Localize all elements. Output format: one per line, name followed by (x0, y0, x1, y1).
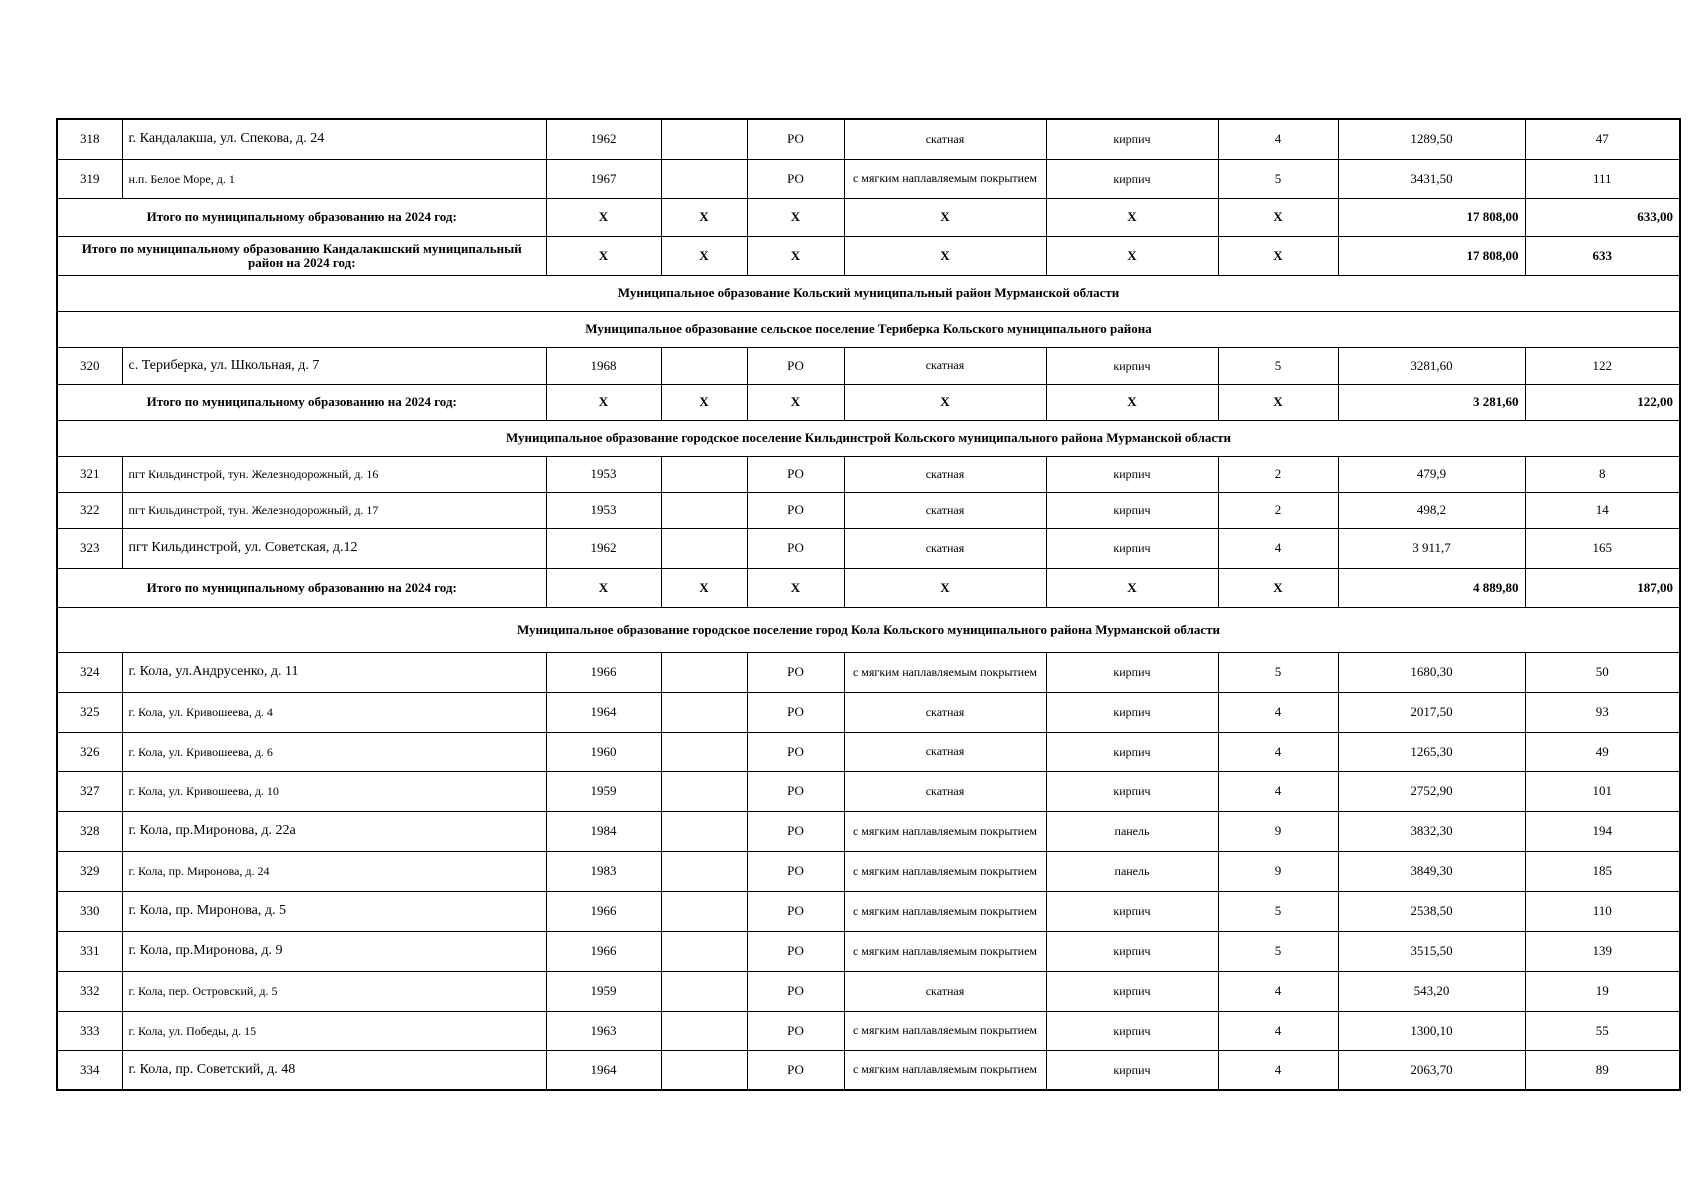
roof-type-cell: скатная (844, 456, 1046, 492)
row-number-cell: 331 (57, 931, 122, 971)
wall-material-cell: кирпич (1046, 652, 1218, 692)
floors-cell: 5 (1218, 931, 1338, 971)
year-cell: 1953 (546, 456, 661, 492)
residents-cell: 185 (1525, 851, 1680, 891)
subtotal-row (57, 384, 1680, 420)
roof-type-cell: с мягким наплавляемым покрытием (844, 851, 1046, 891)
residents-cell: 93 (1525, 692, 1680, 732)
address-cell: г. Кола, пер. Островский, д. 5 (122, 971, 546, 1011)
floors-cell: 5 (1218, 159, 1338, 198)
year-cell: 1968 (546, 347, 661, 384)
address-cell: г. Кола, ул. Кривошеева, д. 4 (122, 692, 546, 732)
area-cell: 543,20 (1338, 971, 1525, 1011)
x-mark-cell: Х (546, 236, 661, 275)
x-mark-cell: Х (844, 384, 1046, 420)
subtotal-label: Итого по муниципальному образованию на 2024 год: (57, 198, 546, 236)
x-mark-cell: Х (661, 568, 747, 607)
roof-type-cell: скатная (844, 692, 1046, 732)
empty-cell (661, 811, 747, 851)
ro-cell: РО (747, 692, 844, 732)
ro-cell: РО (747, 971, 844, 1011)
subtotal-area-cell: 3 281,60 (1338, 384, 1525, 420)
floors-cell: 9 (1218, 851, 1338, 891)
residents-cell: 55 (1525, 1011, 1680, 1050)
address-cell: г. Кола, пр.Миронова, д. 22а (122, 811, 546, 851)
empty-cell (661, 891, 747, 931)
residents-cell: 122 (1525, 347, 1680, 384)
area-cell: 3431,50 (1338, 159, 1525, 198)
area-cell: 479,9 (1338, 456, 1525, 492)
wall-material-cell: кирпич (1046, 1011, 1218, 1050)
x-mark-cell: Х (747, 384, 844, 420)
ro-cell: РО (747, 732, 844, 771)
x-mark-cell: Х (1046, 236, 1218, 275)
ro-cell: РО (747, 119, 844, 159)
table-row (57, 971, 1680, 1011)
roof-type-cell: с мягким наплавляемым покрытием (844, 931, 1046, 971)
x-mark-cell: Х (661, 384, 747, 420)
row-number-cell: 330 (57, 891, 122, 931)
area-cell: 3281,60 (1338, 347, 1525, 384)
residents-cell: 139 (1525, 931, 1680, 971)
wall-material-cell: кирпич (1046, 159, 1218, 198)
floors-cell: 4 (1218, 732, 1338, 771)
floors-cell: 5 (1218, 891, 1338, 931)
section-title: Муниципальное образование Кольский муниципальный район Мурманской области (57, 275, 1680, 311)
table-row (57, 159, 1680, 198)
address-cell: пгт Кильдинстрой, ул. Советская, д.12 (122, 528, 546, 568)
wall-material-cell: кирпич (1046, 891, 1218, 931)
wall-material-cell: кирпич (1046, 1050, 1218, 1090)
wall-material-cell: кирпич (1046, 771, 1218, 811)
subtotal-label: Итого по муниципальному образованию на 2024 год: (57, 384, 546, 420)
year-cell: 1962 (546, 528, 661, 568)
year-cell: 1966 (546, 931, 661, 971)
wall-material-cell: кирпич (1046, 971, 1218, 1011)
table-row (57, 692, 1680, 732)
area-cell: 3 911,7 (1338, 528, 1525, 568)
section-header-row (57, 311, 1680, 347)
x-mark-cell: Х (1218, 568, 1338, 607)
x-mark-cell: Х (747, 568, 844, 607)
area-cell: 1300,10 (1338, 1011, 1525, 1050)
area-cell: 498,2 (1338, 492, 1525, 528)
year-cell: 1967 (546, 159, 661, 198)
address-cell: пгт Кильдинстрой, тун. Железнодорожный, д. 17 (122, 492, 546, 528)
floors-cell: 4 (1218, 692, 1338, 732)
row-number-cell: 326 (57, 732, 122, 771)
row-number-cell: 322 (57, 492, 122, 528)
empty-cell (661, 851, 747, 891)
floors-cell: 4 (1218, 528, 1338, 568)
row-number-cell: 321 (57, 456, 122, 492)
subtotal-label: Итого по муниципальному образованию Кандалакшский муниципальный район на 2024 год: (57, 236, 546, 275)
table-row (57, 528, 1680, 568)
residents-cell: 8 (1525, 456, 1680, 492)
wall-material-cell: кирпич (1046, 692, 1218, 732)
row-number-cell: 320 (57, 347, 122, 384)
roof-type-cell: скатная (844, 492, 1046, 528)
address-cell: г. Кандалакша, ул. Спекова, д. 24 (122, 119, 546, 159)
residents-cell: 111 (1525, 159, 1680, 198)
residents-cell: 49 (1525, 732, 1680, 771)
year-cell: 1962 (546, 119, 661, 159)
residents-cell: 165 (1525, 528, 1680, 568)
area-cell: 2017,50 (1338, 692, 1525, 732)
year-cell: 1966 (546, 891, 661, 931)
subtotal-row (57, 568, 1680, 607)
area-cell: 1289,50 (1338, 119, 1525, 159)
x-mark-cell: Х (1046, 568, 1218, 607)
year-cell: 1963 (546, 1011, 661, 1050)
address-cell: пгт Кильдинстрой, тун. Железнодорожный, д. 16 (122, 456, 546, 492)
table-row (57, 456, 1680, 492)
ro-cell: РО (747, 811, 844, 851)
subtotal-row (57, 198, 1680, 236)
wall-material-cell: панель (1046, 811, 1218, 851)
floors-cell: 2 (1218, 456, 1338, 492)
row-number-cell: 323 (57, 528, 122, 568)
table-row (57, 891, 1680, 931)
wall-material-cell: панель (1046, 851, 1218, 891)
address-cell: г. Кола, ул. Кривошеева, д. 6 (122, 732, 546, 771)
area-cell: 3849,30 (1338, 851, 1525, 891)
x-mark-cell: Х (844, 236, 1046, 275)
empty-cell (661, 971, 747, 1011)
empty-cell (661, 159, 747, 198)
table-row (57, 1011, 1680, 1050)
floors-cell: 4 (1218, 1011, 1338, 1050)
area-cell: 3515,50 (1338, 931, 1525, 971)
table-row (57, 811, 1680, 851)
wall-material-cell: кирпич (1046, 492, 1218, 528)
year-cell: 1964 (546, 1050, 661, 1090)
x-mark-cell: Х (661, 198, 747, 236)
buildings-table (56, 118, 1681, 1091)
residents-cell: 89 (1525, 1050, 1680, 1090)
residents-cell: 194 (1525, 811, 1680, 851)
empty-cell (661, 692, 747, 732)
x-mark-cell: Х (546, 384, 661, 420)
residents-cell: 110 (1525, 891, 1680, 931)
area-cell: 2063,70 (1338, 1050, 1525, 1090)
ro-cell: РО (747, 456, 844, 492)
ro-cell: РО (747, 492, 844, 528)
year-cell: 1960 (546, 732, 661, 771)
empty-cell (661, 528, 747, 568)
year-cell: 1966 (546, 652, 661, 692)
empty-cell (661, 119, 747, 159)
roof-type-cell: с мягким наплавляемым покрытием (844, 891, 1046, 931)
x-mark-cell: Х (1046, 198, 1218, 236)
x-mark-cell: Х (747, 198, 844, 236)
roof-type-cell: скатная (844, 732, 1046, 771)
ro-cell: РО (747, 1050, 844, 1090)
year-cell: 1959 (546, 971, 661, 1011)
address-cell: г. Кола, ул.Андрусенко, д. 11 (122, 652, 546, 692)
section-title: Муниципальное образование сельское поселение Териберка Кольского муниципального района (57, 311, 1680, 347)
floors-cell: 5 (1218, 347, 1338, 384)
table-row (57, 119, 1680, 159)
residents-cell: 47 (1525, 119, 1680, 159)
subtotal-residents-cell: 187,00 (1525, 568, 1680, 607)
address-cell: г. Кола, пр.Миронова, д. 9 (122, 931, 546, 971)
roof-type-cell: скатная (844, 528, 1046, 568)
area-cell: 2752,90 (1338, 771, 1525, 811)
row-number-cell: 329 (57, 851, 122, 891)
table-row (57, 851, 1680, 891)
residents-cell: 14 (1525, 492, 1680, 528)
row-number-cell: 327 (57, 771, 122, 811)
area-cell: 3832,30 (1338, 811, 1525, 851)
floors-cell: 4 (1218, 771, 1338, 811)
empty-cell (661, 771, 747, 811)
table-row (57, 732, 1680, 771)
section-title: Муниципальное образование городское поселение Кильдинстрой Кольского муниципального района Мурманской области (57, 420, 1680, 456)
table-body (57, 119, 1680, 1090)
subtotal-area-cell: 17 808,00 (1338, 236, 1525, 275)
year-cell: 1984 (546, 811, 661, 851)
address-cell: г. Кола, пр. Советский, д. 48 (122, 1050, 546, 1090)
empty-cell (661, 492, 747, 528)
table-row (57, 1050, 1680, 1090)
roof-type-cell: скатная (844, 971, 1046, 1011)
roof-type-cell: скатная (844, 119, 1046, 159)
subtotal-residents-cell: 633 (1525, 236, 1680, 275)
year-cell: 1983 (546, 851, 661, 891)
x-mark-cell: Х (1218, 384, 1338, 420)
address-cell: с. Териберка, ул. Школьная, д. 7 (122, 347, 546, 384)
ro-cell: РО (747, 931, 844, 971)
subtotal-area-cell: 4 889,80 (1338, 568, 1525, 607)
floors-cell: 2 (1218, 492, 1338, 528)
empty-cell (661, 931, 747, 971)
residents-cell: 101 (1525, 771, 1680, 811)
x-mark-cell: Х (661, 236, 747, 275)
row-number-cell: 318 (57, 119, 122, 159)
floors-cell: 9 (1218, 811, 1338, 851)
x-mark-cell: Х (546, 198, 661, 236)
x-mark-cell: Х (1046, 384, 1218, 420)
empty-cell (661, 1050, 747, 1090)
section-header-row (57, 607, 1680, 652)
row-number-cell: 319 (57, 159, 122, 198)
section-header-row (57, 275, 1680, 311)
address-cell: г. Кола, пр. Миронова, д. 24 (122, 851, 546, 891)
roof-type-cell: скатная (844, 347, 1046, 384)
ro-cell: РО (747, 159, 844, 198)
ro-cell: РО (747, 652, 844, 692)
empty-cell (661, 652, 747, 692)
wall-material-cell: кирпич (1046, 347, 1218, 384)
subtotal-area-cell: 17 808,00 (1338, 198, 1525, 236)
row-number-cell: 324 (57, 652, 122, 692)
row-number-cell: 325 (57, 692, 122, 732)
table-row (57, 652, 1680, 692)
subtotal-residents-cell: 122,00 (1525, 384, 1680, 420)
subtotal-residents-cell: 633,00 (1525, 198, 1680, 236)
section-header-row (57, 420, 1680, 456)
x-mark-cell: Х (844, 568, 1046, 607)
x-mark-cell: Х (747, 236, 844, 275)
year-cell: 1953 (546, 492, 661, 528)
table-row (57, 492, 1680, 528)
roof-type-cell: с мягким наплавляемым покрытием (844, 1050, 1046, 1090)
row-number-cell: 333 (57, 1011, 122, 1050)
ro-cell: РО (747, 891, 844, 931)
empty-cell (661, 347, 747, 384)
roof-type-cell: с мягким наплавляемым покрытием (844, 811, 1046, 851)
row-number-cell: 332 (57, 971, 122, 1011)
ro-cell: РО (747, 1011, 844, 1050)
area-cell: 1265,30 (1338, 732, 1525, 771)
ro-cell: РО (747, 851, 844, 891)
x-mark-cell: Х (1218, 236, 1338, 275)
x-mark-cell: Х (844, 198, 1046, 236)
address-cell: н.п. Белое Море, д. 1 (122, 159, 546, 198)
section-title: Муниципальное образование городское поселение город Кола Кольского муниципального района Мурманской области (57, 607, 1680, 652)
subtotal-label: Итого по муниципальному образованию на 2024 год: (57, 568, 546, 607)
ro-cell: РО (747, 347, 844, 384)
area-cell: 1680,30 (1338, 652, 1525, 692)
wall-material-cell: кирпич (1046, 119, 1218, 159)
wall-material-cell: кирпич (1046, 456, 1218, 492)
floors-cell: 4 (1218, 971, 1338, 1011)
roof-type-cell: с мягким наплавляемым покрытием (844, 159, 1046, 198)
address-cell: г. Кола, пр. Миронова, д. 5 (122, 891, 546, 931)
year-cell: 1964 (546, 692, 661, 732)
empty-cell (661, 732, 747, 771)
wall-material-cell: кирпич (1046, 931, 1218, 971)
wall-material-cell: кирпич (1046, 732, 1218, 771)
roof-type-cell: с мягким наплавляемым покрытием (844, 1011, 1046, 1050)
residents-cell: 19 (1525, 971, 1680, 1011)
wall-material-cell: кирпич (1046, 528, 1218, 568)
row-number-cell: 328 (57, 811, 122, 851)
residents-cell: 50 (1525, 652, 1680, 692)
empty-cell (661, 1011, 747, 1050)
ro-cell: РО (747, 771, 844, 811)
x-mark-cell: Х (1218, 198, 1338, 236)
address-cell: г. Кола, ул. Победы, д. 15 (122, 1011, 546, 1050)
roof-type-cell: с мягким наплавляемым покрытием (844, 652, 1046, 692)
row-number-cell: 334 (57, 1050, 122, 1090)
x-mark-cell: Х (546, 568, 661, 607)
empty-cell (661, 456, 747, 492)
floors-cell: 4 (1218, 1050, 1338, 1090)
table-row (57, 771, 1680, 811)
table-row (57, 931, 1680, 971)
year-cell: 1959 (546, 771, 661, 811)
table-row (57, 347, 1680, 384)
area-cell: 2538,50 (1338, 891, 1525, 931)
ro-cell: РО (747, 528, 844, 568)
floors-cell: 4 (1218, 119, 1338, 159)
subtotal-row (57, 236, 1680, 275)
floors-cell: 5 (1218, 652, 1338, 692)
roof-type-cell: скатная (844, 771, 1046, 811)
address-cell: г. Кола, ул. Кривошеева, д. 10 (122, 771, 546, 811)
